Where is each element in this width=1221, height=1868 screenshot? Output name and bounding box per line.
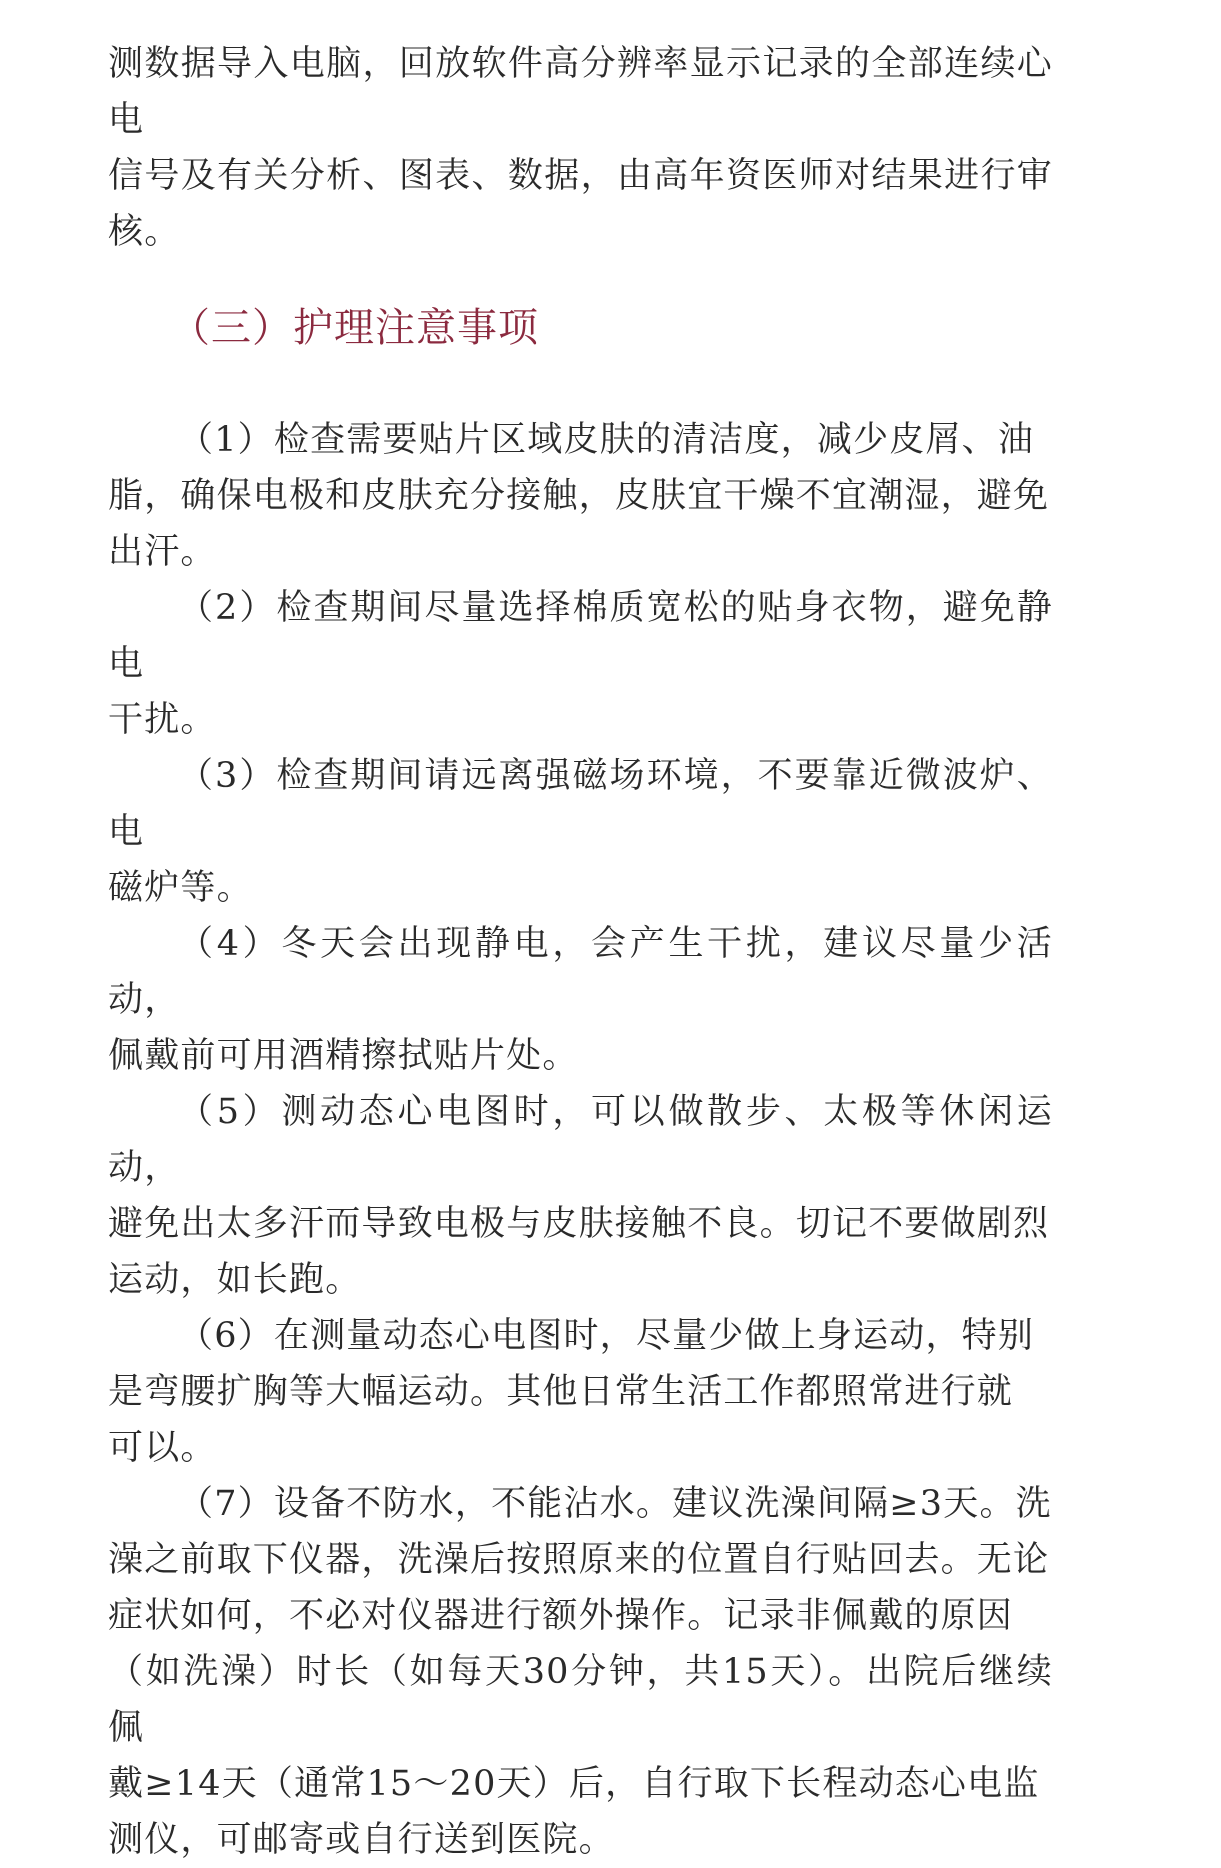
care-note-item-1: （1）检查需要贴片区域皮肤的清洁度，减少皮屑、油 脂，确保电极和皮肤充分接触，皮肤宜干燥不宜潮湿，避免 出汗。: [108, 420, 1050, 572]
document-page: [108, 36, 1053, 1868]
intro-paragraph: 测数据导入电脑，回放软件高分辨率显示记录的全部连续心电 信号及有关分析、图表、数据，由高年资医师对结果进行审核。: [108, 44, 1053, 252]
care-note-item-3: （3）检查期间请远离强磁场环境，不要靠近微波炉、电 磁炉等。: [108, 756, 1053, 908]
care-notes-list: [108, 412, 1053, 1868]
care-note-item-2: （2）检查期间尽量选择棉质宽松的贴身衣物，避免静电 干扰。: [108, 588, 1053, 740]
care-note-item-7: （7）设备不防水，不能沾水。建议洗澡间隔≥3天。洗 澡之前取下仪器，洗澡后按照原来的位置自行贴回去。无论 症状如何，不必对仪器进行额外操作。记录非佩戴的原因 （如洗澡）时长（如每天30分钟，共15天）。出院后继续佩 戴≥14天（通常15～20天）后，自行取下长程动态心电监 测仪，可邮寄或自行送到医院。: [108, 1484, 1053, 1860]
care-note-item-4: （4）冬天会出现静电，会产生干扰，建议尽量少活动， 佩戴前可用酒精擦拭贴片处。: [108, 924, 1053, 1076]
care-note-item-5: （5）测动态心电图时，可以做散步、太极等休闲运动， 避免出太多汗而导致电极与皮肤接触不良。切记不要做剧烈 运动，如长跑。: [108, 1092, 1053, 1300]
section-heading: （三）护理注意事项: [170, 305, 539, 351]
care-note-item-6: （6）在测量动态心电图时，尽量少做上身运动，特别 是弯腰扩胸等大幅运动。其他日常生活工作都照常进行就 可以。: [108, 1316, 1035, 1468]
